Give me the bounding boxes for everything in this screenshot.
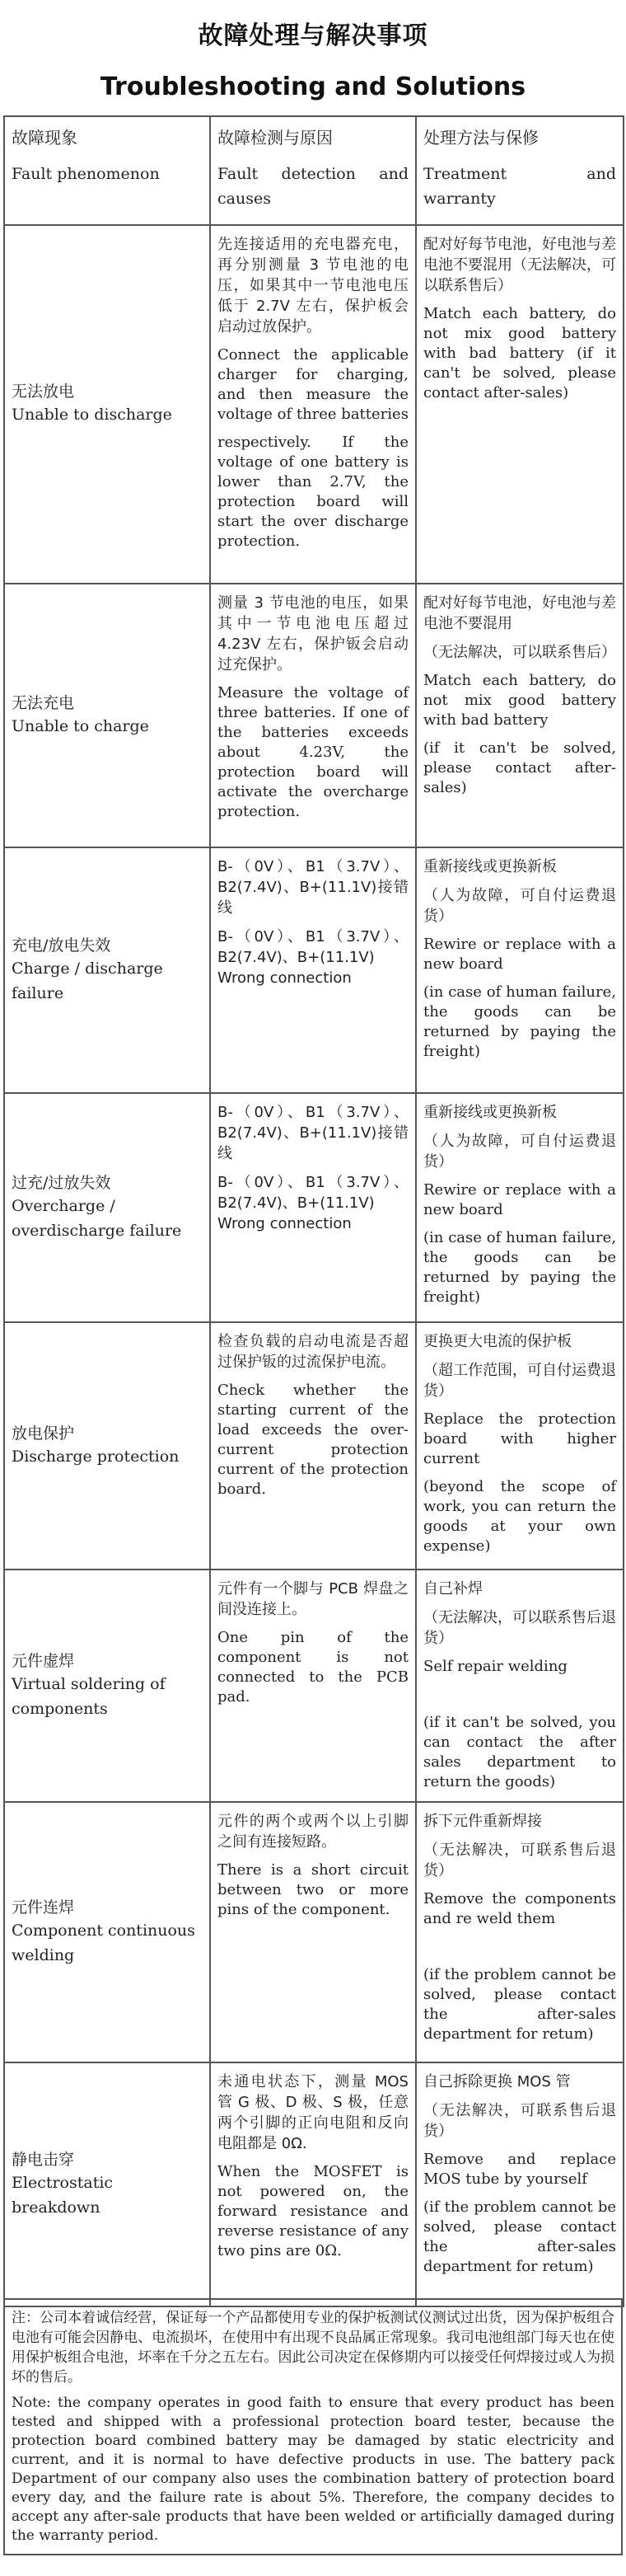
cause-cell xyxy=(210,1570,416,1802)
header-fault-en: Fault phenomenon xyxy=(12,165,160,183)
cause-paragraph: 先连接适用的充电器充电，再分别测量 3 节电池的电压，如果其中一节电池电压低于 2.7V 左右，保护板会启动过放保护。 xyxy=(217,236,409,335)
cause-cell xyxy=(210,847,416,1093)
warranty-note-en: Note: the company operates in good faith to ensure that every product has been tested and shipped with a professional protection board tester, because the protection board combined battery may be damaged by static electricity and current, and it is normal to have defective products in use. The battery pack Department of our company also uses the combination battery of protection board every day, and the failure rate is about 5%. Therefore, the company decides to accept any after-sale products that have been welded or artificially damaged during the warranty period. xyxy=(12,2395,614,2544)
solution-paragraph: （无法解决，可联系售后退货） xyxy=(423,2102,616,2140)
cause-paragraph: 元件有一个脚与 PCB 焊盘之间没连接上。 xyxy=(217,1580,409,1618)
cause-paragraph: 测量 3 节电池的电压，如果其中一节电池电压超过 4.23V 左右，保护钣会启动过充保护。 xyxy=(217,594,409,673)
solution-paragraph: Self repair welding xyxy=(423,1658,568,1675)
solution-paragraph: 更换更大电流的保护板 xyxy=(423,1333,572,1350)
fault-cell xyxy=(4,847,210,1093)
solution-cell xyxy=(416,847,624,1093)
solution-paragraph: 拆下元件重新焊接 xyxy=(423,1813,542,1830)
solution-paragraph: （超工作范围，可自付运费退货） xyxy=(423,1362,616,1400)
table-row xyxy=(4,2062,624,2306)
cause-cell xyxy=(210,1093,416,1322)
solution-cell xyxy=(416,225,624,584)
header-cause xyxy=(210,116,416,225)
fault-cn: 元件连焊 xyxy=(12,1898,75,1917)
fault-cell xyxy=(4,1322,210,1570)
fault-cell xyxy=(4,2062,210,2306)
header-cause-en: Fault detection and causes xyxy=(217,165,409,208)
solution-paragraph: （无法解决，可以联系售后） xyxy=(423,644,616,661)
fault-cell xyxy=(4,584,210,847)
solution-paragraph: (in case of human failure, the goods can be returned by paying the freight) xyxy=(423,1229,616,1306)
troubleshooting-table xyxy=(3,115,624,2307)
fault-cell xyxy=(4,1802,210,2062)
solution-paragraph: 配对好每节电池，好电池与差电池不要混用（无法解决，可以联系售后） xyxy=(423,236,616,294)
cause-paragraph: B-（0V）、B1（3.7V）、B2(7.4V)、B+(11.1V)接错线 xyxy=(217,858,409,917)
fault-cn: 过充/过放失效 xyxy=(12,1173,111,1192)
table-row xyxy=(4,584,624,847)
solution-cell xyxy=(416,584,624,847)
solution-paragraph: 重新接线或更换新板 xyxy=(423,1104,557,1121)
solution-cell xyxy=(416,1322,624,1570)
solution-paragraph xyxy=(423,1685,616,1705)
page-title-en: Troubleshooting and Solutions xyxy=(100,73,526,101)
table-row xyxy=(4,225,624,584)
cause-paragraph: When the MOSFET is not powered on, the forward resistance and reverse resistance of any two pins are 0Ω. xyxy=(217,2163,409,2259)
cause-cell xyxy=(210,1322,416,1570)
solution-paragraph: (if the problem cannot be solved, please contact the after-sales department for retum) xyxy=(423,1966,616,2043)
solution-paragraph: (beyond the scope of work, you can return the goods at your own expense) xyxy=(423,1478,616,1555)
solution-paragraph: 自己补焊 xyxy=(423,1580,483,1598)
header-fault-cn: 故障现象 xyxy=(12,128,77,148)
solution-paragraph: (if it can't be solved, you can contact the after sales department to return the goods) xyxy=(423,1714,616,1790)
solution-paragraph: （无法解决，可联系售后退货） xyxy=(423,1842,616,1879)
fault-en: Unable to charge xyxy=(12,716,149,735)
fault-cn: 充电/放电失效 xyxy=(12,936,111,955)
solution-paragraph: （人为故障，可自付运费退货） xyxy=(423,887,616,925)
cause-paragraph: Check whether the starting current of the load exceeds the over-current protection current of the protection board. xyxy=(217,1382,409,1498)
fault-cell xyxy=(4,1093,210,1322)
solution-cell xyxy=(416,1570,624,1802)
cause-paragraph: One pin of the component is not connected to the PCB pad. xyxy=(217,1629,409,1706)
fault-cell xyxy=(4,225,210,584)
warranty-note xyxy=(3,2298,623,2555)
solution-paragraph: Match each battery, do not mix good battery with bad battery (if it can't be solved, please contact after-sales) xyxy=(423,305,616,401)
table-row xyxy=(4,847,624,1093)
solution-paragraph: Remove the components and re weld them xyxy=(423,1890,616,1927)
fault-cn: 放电保护 xyxy=(12,1424,75,1443)
solution-paragraph: （人为故障，可自付运费退货） xyxy=(423,1133,616,1171)
solution-paragraph: (if it can't be solved, please contact after-sales) xyxy=(423,739,616,796)
fault-cn: 无法充电 xyxy=(12,693,75,712)
cause-paragraph: B-（0V）、B1（3.7V）、B2(7.4V)、B+(11.1V) Wrong connection xyxy=(217,928,409,987)
cause-paragraph: 元件的两个或两个以上引脚之间有连接短路。 xyxy=(217,1813,409,1851)
cause-paragraph: B-（0V）、B1（3.7V）、B2(7.4V)、B+(11.1V)接错线 xyxy=(217,1104,409,1162)
table-header-row xyxy=(4,116,624,225)
fault-cell xyxy=(4,1570,210,1802)
cause-cell xyxy=(210,1802,416,2062)
cause-paragraph: Connect the applicable charger for charging, and then measure the voltage of three batteries xyxy=(217,346,409,423)
cause-paragraph: Measure the voltage of three batteries. If one of the batteries exceeds about 4.23V, the protection board will activate the overcharge protection. xyxy=(217,684,409,820)
header-solution xyxy=(416,116,624,225)
fault-cn: 元件虚焊 xyxy=(12,1651,75,1670)
cause-paragraph: There is a short circuit between two or more pins of the component. xyxy=(217,1861,409,1918)
solution-cell xyxy=(416,1093,624,1322)
fault-en: Unable to discharge xyxy=(12,406,172,424)
solution-paragraph: (in case of human failure, the goods can be returned by paying the freight) xyxy=(423,983,616,1060)
header-solution-en: Treatment and warranty xyxy=(423,165,616,208)
solution-paragraph: 配对好每节电池，好电池与差电池不要混用 xyxy=(423,594,616,632)
cause-cell xyxy=(210,2062,416,2306)
fault-en: Component continuous welding xyxy=(12,1921,195,1964)
solution-paragraph: Replace the protection board with higher current xyxy=(423,1410,616,1467)
solution-paragraph: Rewire or replace with a new board xyxy=(423,936,616,973)
fault-en: Discharge protection xyxy=(12,1447,180,1466)
table-row xyxy=(4,1322,624,1570)
table-row xyxy=(4,1570,624,1802)
solution-paragraph: Match each battery, do not mix good battery with bad battery xyxy=(423,672,616,729)
table-row xyxy=(4,1093,624,1322)
warranty-note-cn: 注：公司本着诚信经营，保证每一个产品都使用专业的保护板测试仪测试过出货，因为保护板组合电池有可能会因静电、电流损坏，在使用中有出现不良品属正常现象。我司电池组部门每天也在使用保护板组合电池，坏率在千分之五左右。因此公司决定在保修期内可以接受任何焊接过或人为损坏的售后。 xyxy=(12,2310,614,2386)
fault-cn: 无法放电 xyxy=(12,382,75,401)
solution-paragraph: (if the problem cannot be solved, please contact the after-sales department for retum) xyxy=(423,2198,616,2275)
solution-cell xyxy=(416,2062,624,2306)
header-fault xyxy=(4,116,210,225)
solution-paragraph: Rewire or replace with a new board xyxy=(423,1181,616,1218)
solution-paragraph: 自己拆除更换 MOS 管 xyxy=(423,2073,571,2090)
cause-paragraph: B-（0V）、B1（3.7V）、B2(7.4V)、B+(11.1V) Wrong connection xyxy=(217,1174,409,1232)
fault-en: Charge / discharge failure xyxy=(12,959,163,1002)
fault-cn: 静电击穿 xyxy=(12,2150,75,2169)
fault-en: Virtual soldering of components xyxy=(12,1674,166,1718)
table-row xyxy=(4,1802,624,2062)
cause-cell xyxy=(210,584,416,847)
solution-cell xyxy=(416,1802,624,2062)
solution-paragraph: Remove and replace MOS tube by yourself xyxy=(423,2151,616,2188)
cause-cell xyxy=(210,225,416,584)
cause-paragraph: respectively. If the voltage of one battery is lower than 2.7V, the protection board will start the over discharge protection. xyxy=(217,434,409,550)
cause-paragraph: 未通电状态下，测量 MOS 管 G 极、D 极、S 极，任意两个引脚的正向电阻和反向电阻都是 0Ω. xyxy=(217,2073,409,2152)
cause-paragraph: 检查负载的启动电流是否超过保护钣的过流保护电流。 xyxy=(217,1333,409,1371)
solution-paragraph: 重新接线或更换新板 xyxy=(423,858,557,875)
solution-paragraph xyxy=(423,1937,616,1957)
fault-en: Electrostatic breakdown xyxy=(12,2173,114,2217)
header-solution-cn: 处理方法与保修 xyxy=(423,128,539,148)
solution-paragraph: （无法解决，可以联系售后退货） xyxy=(423,1609,616,1647)
page-title-cn: 故障处理与解决事项 xyxy=(198,21,428,50)
header-cause-cn: 故障检测与原因 xyxy=(217,128,333,148)
fault-en: Overcharge / overdischarge failure xyxy=(12,1196,182,1240)
